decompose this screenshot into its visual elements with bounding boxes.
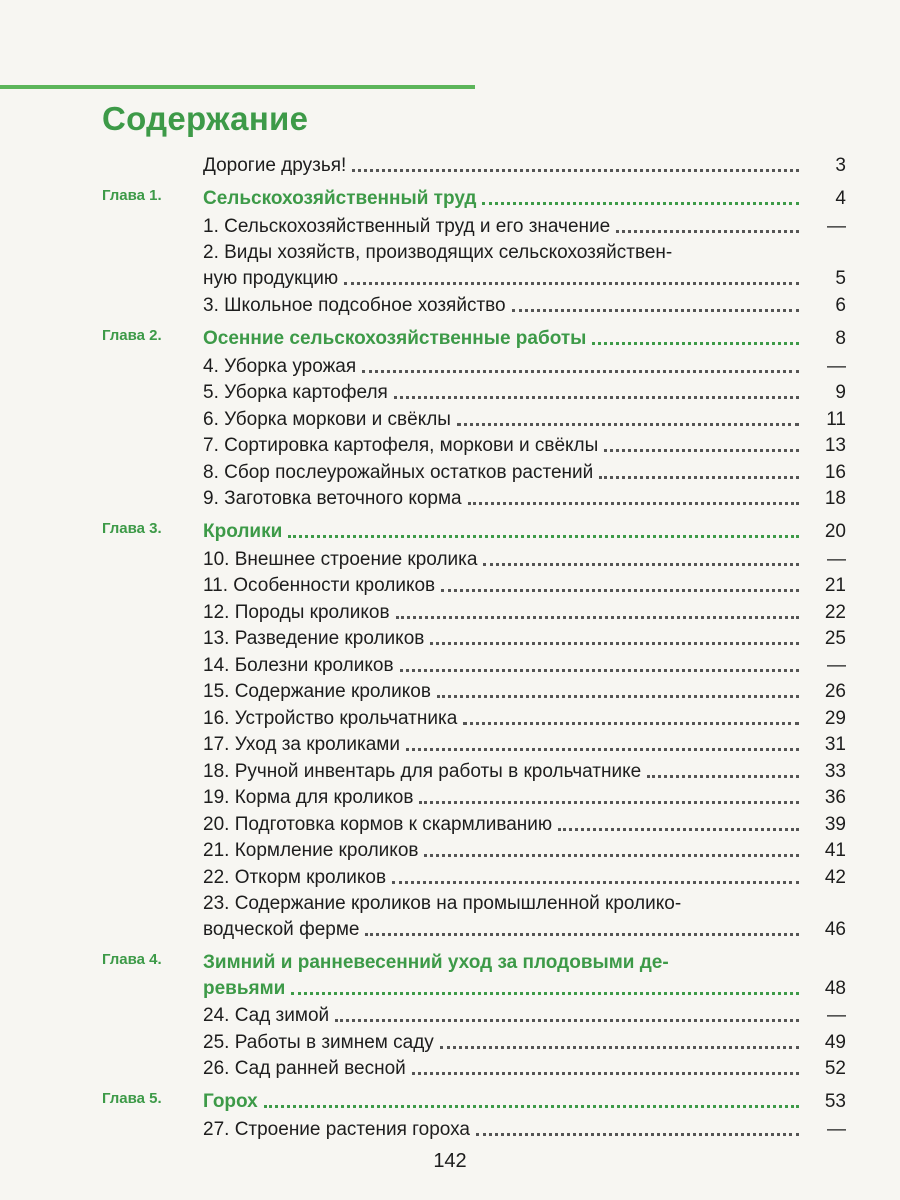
toc-entry[interactable]: 10. Внешнее строение кролика — bbox=[203, 548, 846, 570]
toc-entry[interactable]: 5. Уборка картофеля 9 bbox=[203, 382, 846, 403]
toc-entry[interactable]: 22. Откорм кроликов 42 bbox=[203, 866, 846, 888]
toc-entry[interactable]: 8. Сбор послеурожайных остатков растений 16 bbox=[203, 461, 846, 483]
toc-entry[interactable]: 14. Болезни кроликов — bbox=[203, 654, 846, 676]
toc-chapter-2[interactable] bbox=[0, 323, 900, 351]
toc-entry[interactable]: 1. Сельскохозяйственный труд и его значение — bbox=[203, 215, 846, 237]
toc-entry[interactable]: 13. Разведение кроликов 25 bbox=[203, 628, 846, 649]
toc-chapter-5[interactable] bbox=[0, 1086, 900, 1114]
toc-entry[interactable]: 27. Строение растения гороха — bbox=[203, 1118, 846, 1140]
page-title: Содержание bbox=[102, 100, 309, 137]
entry-page: 3 bbox=[835, 155, 846, 176]
toc-entry[interactable]: 26. Сад ранней весной 52 bbox=[203, 1058, 846, 1079]
chapter-title: Горох bbox=[203, 1090, 258, 1112]
toc-chapter-1[interactable] bbox=[0, 183, 900, 211]
toc-entry[interactable]: 25. Работы в зимнем саду 49 bbox=[203, 1031, 846, 1053]
toc-entry[interactable]: 21. Кормление кроликов 41 bbox=[203, 840, 846, 861]
chapter-label: Глава 5. bbox=[102, 1089, 162, 1107]
chapter-page: 20 bbox=[824, 520, 846, 542]
toc-entry[interactable]: 20. Подготовка кормов к скармливанию 39 bbox=[203, 813, 846, 835]
entry-text: Дорогие друзья! bbox=[203, 155, 347, 176]
toc-entry[interactable]: 4. Уборка урожая — bbox=[203, 355, 846, 377]
toc-entry[interactable]: 19. Корма для кроликов 36 bbox=[203, 787, 846, 808]
chapter-label: Глава 1. bbox=[102, 186, 162, 204]
chapter-title: Кролики bbox=[203, 520, 283, 542]
chapter-title: Зимний и ранневесенний уход за плодовыми де- bbox=[203, 952, 669, 973]
toc-entry[interactable]: 16. Устройство крольчатника 29 bbox=[203, 707, 846, 729]
toc-chapter-4[interactable]: Глава 4. Зимний и ранневесенний уход за плодовыми де- ревьями 48 bbox=[0, 947, 900, 1000]
page-number: 142 bbox=[433, 1150, 467, 1172]
toc-entry[interactable]: 23. Содержание кроликов на промышленной кролико- водческой ферме 46 bbox=[203, 893, 846, 940]
toc-entry[interactable]: 7. Сортировка картофеля, моркови и свёклы 13 bbox=[203, 435, 846, 456]
toc-chapter-3[interactable] bbox=[0, 516, 900, 544]
table-of-contents bbox=[0, 150, 900, 1140]
toc-entry[interactable]: 3. Школьное подсобное хозяйство 6 bbox=[203, 295, 846, 316]
toc-entry[interactable]: 2. Виды хозяйств, производящих сельскохозяйствен- ную продукцию 5 bbox=[203, 242, 846, 289]
toc-entry[interactable]: 12. Породы кроликов 22 bbox=[203, 601, 846, 623]
chapter-title: Сельскохозяйственный труд bbox=[203, 187, 477, 209]
top-rule bbox=[0, 85, 475, 89]
chapter-page: 53 bbox=[824, 1090, 846, 1112]
toc-entry-intro[interactable] bbox=[0, 150, 900, 177]
chapter-label: Глава 4. bbox=[102, 951, 162, 968]
toc-entry[interactable]: 24. Сад зимой — bbox=[203, 1005, 846, 1026]
toc-entry[interactable]: 9. Заготовка веточного корма 18 bbox=[203, 488, 846, 509]
toc-entry[interactable]: 18. Ручной инвентарь для работы в крольчатнике 33 bbox=[203, 760, 846, 782]
chapter-label: Глава 3. bbox=[102, 519, 162, 537]
chapter-title: Осенние сельскохозяйственные работы bbox=[203, 327, 587, 349]
chapter-page: 4 bbox=[835, 187, 846, 209]
chapter-label: Глава 2. bbox=[102, 326, 162, 344]
toc-entry[interactable]: 6. Уборка моркови и свёклы 11 bbox=[203, 408, 846, 430]
toc-entry[interactable]: 17. Уход за кроликами 31 bbox=[203, 734, 846, 755]
toc-entry[interactable]: 11. Особенности кроликов 21 bbox=[203, 575, 846, 596]
toc-entry[interactable]: 15. Содержание кроликов 26 bbox=[203, 681, 846, 702]
chapter-page: 48 bbox=[824, 978, 846, 999]
chapter-page: 8 bbox=[835, 327, 846, 349]
